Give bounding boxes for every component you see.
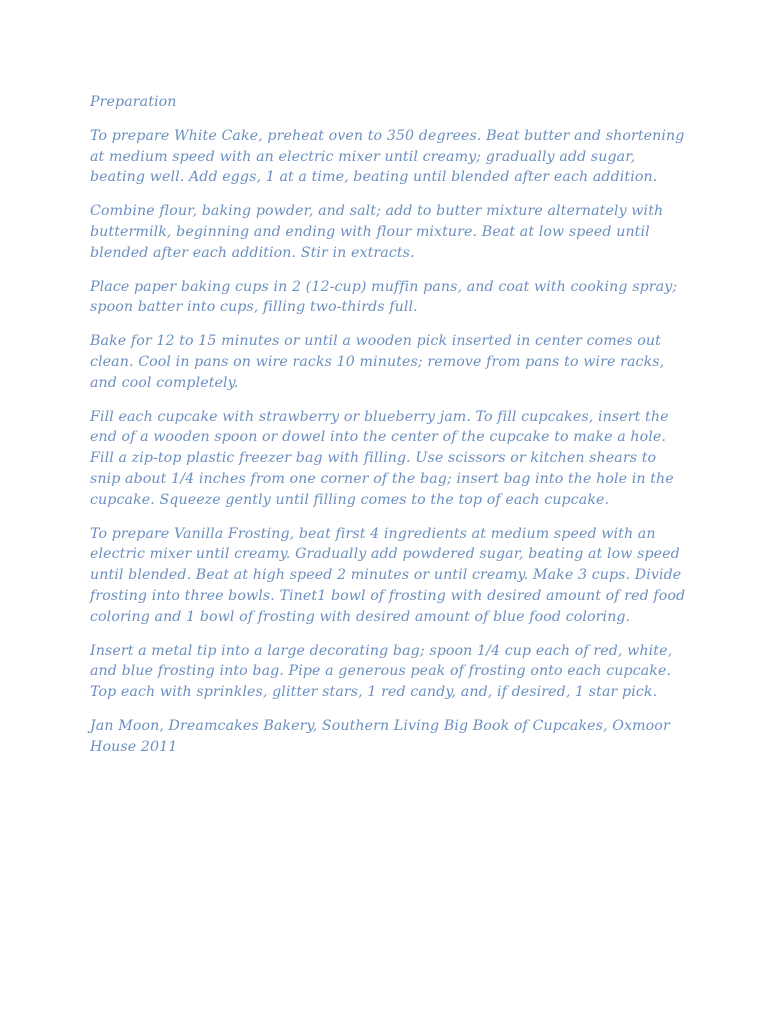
- document-page: [90, 92, 686, 771]
- paragraph-baking-cups: Place paper baking cups in 2 (12-cup) muffin pans, and coat with cooking spray; spoon batter into cups, filling two-thirds full.: [90, 278, 678, 316]
- paragraph-white-cake: To prepare White Cake, preheat oven to 350 degrees. Beat butter and shortening at medium speed with an electric mixer until creamy; gradually add sugar, beating well. Add eggs, 1 at a time, beating until blended after each addition.: [90, 127, 685, 186]
- section-heading: Preparation: [90, 94, 177, 110]
- paragraph-fill-cupcakes: Fill each cupcake with strawberry or blueberry jam. To fill cupcakes, insert the end of a wooden spoon or dowel into the center of the cupcake to make a hole. Fill a zip-top plastic freezer bag with filling. Use scissors or kitchen shears to snip about 1/4 inches from one corner of the bag; insert bag into the hole in the cupcake. Squeeze gently until filling comes to the top of each cupcake.: [90, 408, 674, 508]
- paragraph-decorating: Insert a metal tip into a large decorating bag; spoon 1/4 cup each of red, white, and blue frosting into bag. Pipe a generous peak of frosting onto each cupcake. Top each with sprinkles, glitter stars, 1 red candy, and, if desired, 1 star pick.: [90, 642, 673, 701]
- paragraph-source-credit: Jan Moon, Dreamcakes Bakery, Southern Living Big Book of Cupcakes, Oxmoor House 2011: [90, 717, 670, 755]
- paragraph-vanilla-frosting: To prepare Vanilla Frosting, beat first 4 ingredients at medium speed with an electric mixer until creamy. Gradually add powdered sugar, beating at low speed until blended. Beat at high speed 2 minutes or until creamy. Make 3 cups. Divide frosting into three bowls. Tinet1 bowl of frosting with desired amount of red food coloring and 1 bowl of frosting with desired amount of blue food coloring.: [90, 525, 686, 625]
- paragraph-bake: Bake for 12 to 15 minutes or until a wooden pick inserted in center comes out clean. Cool in pans on wire racks 10 minutes; remove from pans to wire racks, and cool completely.: [90, 333, 665, 391]
- paragraph-combine-flour: Combine flour, baking powder, and salt; add to butter mixture alternately with buttermilk, beginning and ending with flour mixture. Beat at low speed until blended after each addition. Stir in extracts.: [90, 203, 664, 261]
